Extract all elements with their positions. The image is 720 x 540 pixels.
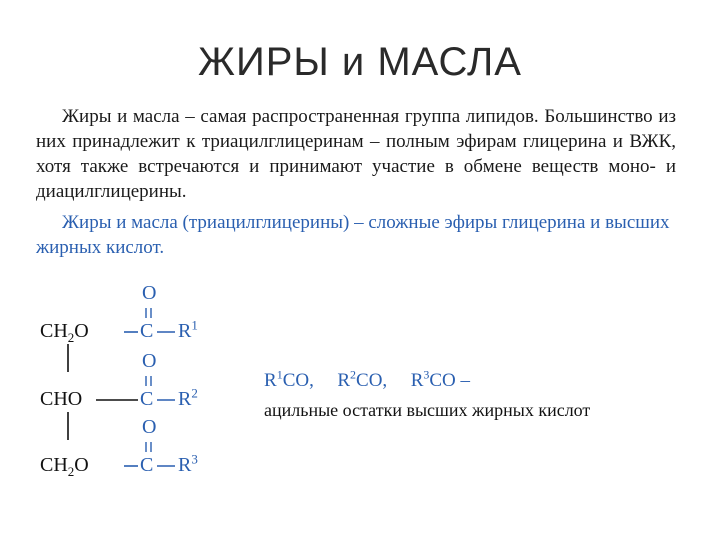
carbon-3: C [140,454,154,476]
carbon-1: C [140,320,154,342]
r3-group [178,451,198,477]
acyl-g3-index: 3 [423,367,430,382]
intro-paragraph: Жиры и масла – самая распространенная группа липидов. Большинство из них принадлежит к триацилглицеринам – полным эфирам глицерина и ВЖК, хотя также встречаются и принимают участие в обмене веществ моно- и диацилглицерины. [36,106,676,202]
ch2o-3-o: O [74,454,89,476]
oxygen-3: O [142,416,157,438]
definition-paragraph: Жиры и масла (триацилглицерины) – сложные эфиры глицерина и высших жирных кислот. [36,212,670,258]
r1-group [178,317,198,343]
r1-index: 1 [191,317,198,333]
ch2o-3-sub: 2 [67,464,75,479]
acyl-g2-index: 2 [350,367,357,382]
ch2o-1 [40,320,89,343]
acyl-g1-tail: CO, [282,370,314,391]
ch2o-3 [40,454,89,477]
triacylglycerol-formula [40,280,240,500]
carbon-2: C [140,388,154,410]
acyl-g3-tail: CO – [429,370,471,391]
cho-2: CHO [40,388,83,410]
r3-letter: R [178,454,192,476]
acyl-groups [264,367,471,392]
acyl-g1-index: 1 [276,367,283,382]
ch2o-1-o: O [74,320,89,342]
ch2o-3-ch: CH [40,454,68,476]
r2-group [178,385,198,411]
r1-letter: R [178,320,192,342]
oxygen-2: O [142,350,157,372]
acyl-g2-r: R [337,370,351,391]
ch2o-1-ch: CH [40,320,68,342]
acyl-g1-r: R [264,370,277,391]
ch2o-1-sub: 2 [67,330,75,345]
acyl-g2-tail: CO, [356,370,388,391]
r3-index: 3 [191,451,198,467]
r2-letter: R [178,388,192,410]
oxygen-1: O [142,282,157,304]
acyl-g3-r: R [410,370,424,391]
acyl-caption: ацильные остатки высших жирных кислот [264,400,591,420]
slide-title: ЖИРЫ и МАСЛА [198,40,522,84]
r2-index: 2 [191,385,198,401]
